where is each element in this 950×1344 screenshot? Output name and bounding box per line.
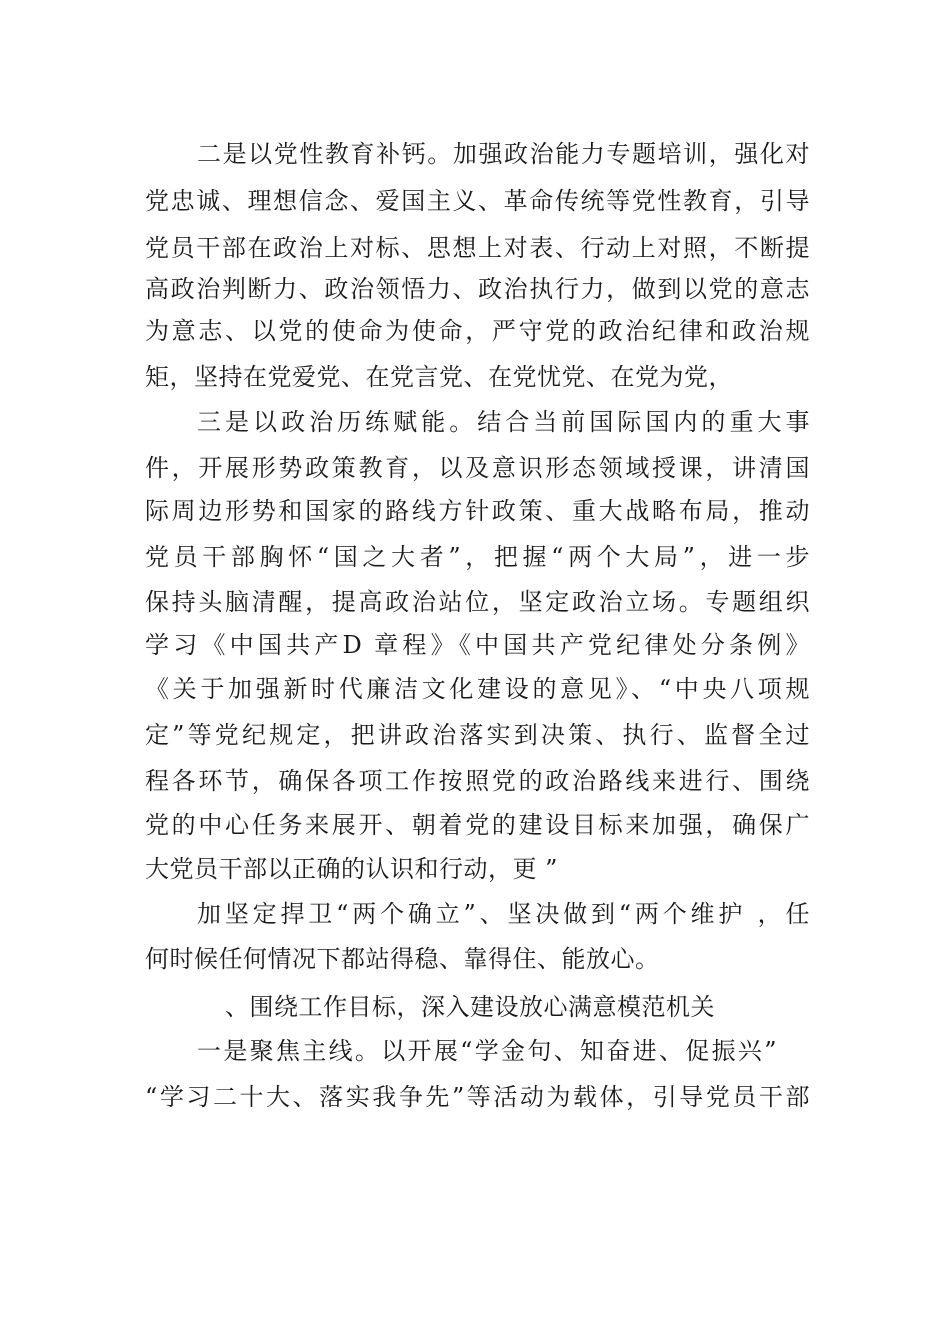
paragraph-2-line-10: 党的中心任务来展开、朝着党的建设目标来加强，确保广	[145, 811, 810, 839]
paragraph-2-line-1: 三是以政治历练赋能。结合当前国际国内的重大事	[197, 408, 810, 436]
paragraph-2-line-3: 际周边形势和国家的路线方针政策、重大战略布局，推动	[145, 497, 810, 525]
paragraph-1-line-1: 二是以党性教育补钙。加强政治能力专题培训，强化对	[197, 140, 810, 168]
paragraph-1-line-2: 党忠诚、理想信念、爱国主义、革命传统等党性教育，引导	[145, 187, 810, 215]
paragraph-3-line-2: 何时候任何情况下都站得稳、靠得住、能放心。	[145, 945, 660, 973]
section-heading: 、围绕工作目标，深入建设放心满意模范机关	[225, 993, 715, 1021]
paragraph-3-line-1: 加坚定捍卫“两个确立”、坚决做到“两个维护 ，任	[197, 900, 810, 928]
paragraph-2-line-9: 程各环节，确保各项工作按照党的政治路线来进行、围绕	[145, 767, 810, 795]
paragraph-1-line-6: 矩，坚持在党爱党、在党言党、在党忧党、在党为党，	[145, 363, 733, 391]
paragraph-2-line-8: 定”等党纪规定，把讲政治落实到决策、执行、监督全过	[145, 721, 810, 749]
paragraph-2-line-2: 件，开展形势政策教育，以及意识形态领域授课，讲清国	[145, 454, 810, 482]
paragraph-4-line-2: “学习二十大、落实我争先”等活动为载体，引导党员干部	[145, 1083, 810, 1111]
paragraph-2-line-5: 保持头脑清醒，提高政治站位，坚定政治立场。专题组织	[145, 588, 810, 616]
paragraph-2-line-11: 大党员干部以正确的认识和行动，更 ”	[145, 855, 558, 883]
paragraph-2-line-7: 《关于加强新时代廉洁文化建设的意见》、“中央八项规	[145, 675, 810, 703]
paragraph-2-line-6: 学习《中国共产D 章程》《中国共产党纪律处分条例》	[145, 631, 810, 659]
paragraph-1-line-5: 为意志、以党的使命为使命，严守党的政治纪律和政治规	[145, 317, 810, 345]
paragraph-2-line-4: 党员干部胸怀“国之大者”，把握“两个大局”，进一步	[145, 543, 810, 571]
paragraph-1-line-4: 高政治判断力、政治领悟力、政治执行力，做到以党的意志	[145, 275, 810, 303]
paragraph-1-line-3: 党员干部在政治上对标、思想上对表、行动上对照，不断提	[145, 234, 810, 262]
paragraph-4-line-1: 一是聚焦主线。以开展“学金句、知奋进、促振兴”	[197, 1037, 777, 1065]
